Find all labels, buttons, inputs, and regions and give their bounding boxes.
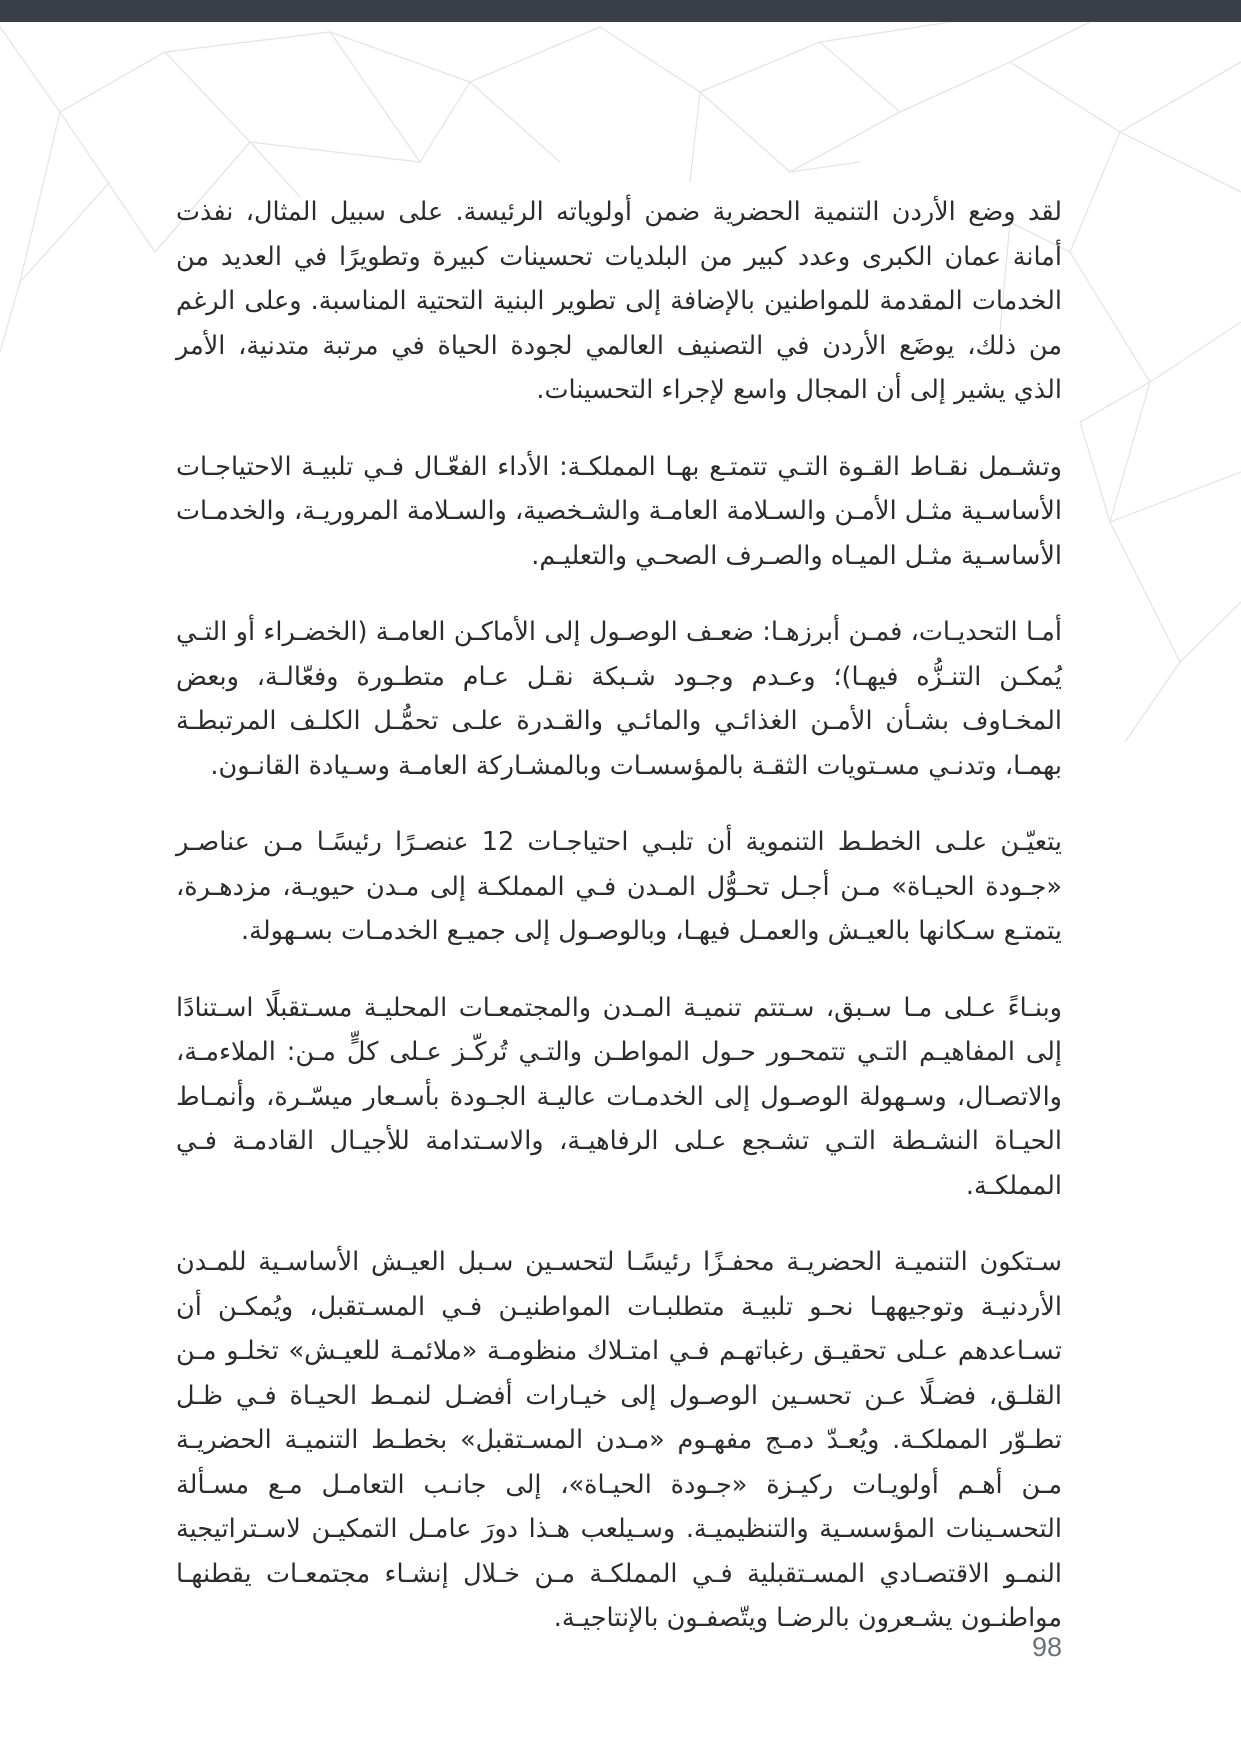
paragraph: سـتكون التنميـة الحضريـة محفـزًا رئيسًـا لتحسـين سـبل العيـش الأساسـية للمـدن الأردنيـة وتوجيههـا نحـو تلبيـة متطلبـات المواطنيـن فـي المسـتقبل، ويُمكـن أن تسـاعدهم عـلى تحقيـق رغباتهـم فـي امتـلاك منظومـة «ملائمـة للعيـش» تخلـو مـن القلـق، فضـلًا عـن تحسـين الوصـول إلى خيـارات أفضـل لنمـط الحيـاة فـي ظـل تطـوّر المملكـة. ويُعـدّ دمـج مفهـوم «مـدن المسـتقبل» بخطـط التنميـة الحضريـة مـن أهـم أولويـات ركيـزة «جـودة الحيـاة»، إلى جانـب التعامـل مـع مسـألة التحسـينات المؤسسـية والتنظيميـة. وسـيلعب هـذا دورَ عامـل التمكيـن لاسـتراتيجية النمـو الاقتصـادي المسـتقبلية فـي المملكـة مـن خـلال إنشـاء مجتمعـات يقطنهـا مواطنـون يشـعرون بالرضـا ويتّصفـون بالإنتاجيـة.	[176, 1247, 1062, 1633]
paragraph: أمـا التحديـات، فمـن أبرزهـا: ضعـف الوصـول إلى الأماكـن العامـة (الخضـراء أو التـي يُمكـن التنـزُّه فيهـا)؛ وعـدم وجـود شـبكة نقـل عـام متطـورة وفعّالـة، وبعض المخـاوف بشـأن الأمـن الغذائـي والمائـي والقـدرة علـى تحمُّـل الكلـف المرتبطـة بهمـا، وتدنـي مسـتويات الثقـة بالمؤسسـات وبالمشـاركة العامـة وسـيادة القانـون.	[176, 617, 1062, 781]
paragraph: وتشـمل نقـاط القـوة التـي تتمتـع بهـا المملكـة: الأداء الفعّـال فـي تلبيـة الاحتياجـات الأساسـية مثـل الأمـن والسـلامة العامـة والشـخصية، والسـلامة المروريـة، والخدمـات الأساسـية مثـل الميـاه والصـرف الصحـي والتعليـم.	[176, 451, 1062, 571]
paragraph: يتعيّـن علـى الخطـط التنموية أن تلبـي احتياجـات 12 عنصـرًا رئيسًـا مـن عناصـر «جـودة الحيـاة» مـن أجـل تحـوُّل المـدن فـي المملكـة إلى مـدن حيويـة، مزدهـرة، يتمتـع سـكانها بالعيـش والعمـل فيهـا، وبالوصـول إلى جميـع الخدمـات بسـهولة.	[176, 827, 1062, 946]
top-bar	[0, 0, 1241, 22]
paragraph: لقد وضع الأردن التنمية الحضرية ضمن أولوياته الرئيسة. على سبيل المثال، نفذت أمانة عمان الكبرى وعدد كبير من البلديات تحسينات كبيرة وتطويرًا في العديد من الخدمات المقدمة للمواطنين بالإضافة إلى تطوير البنية التحتية المناسبة. وعلى الرغم من ذلك، يوضَع الأردن في التصنيف العالمي لجودة الحياة في مرتبة متدنية، الأمر الذي يشير إلى أن المجال واسع لإجراء التحسينات.	[176, 197, 1062, 405]
page-number: 98	[1031, 1632, 1062, 1662]
paragraph: وبنـاءً عـلى مـا سـبق، سـتتم تنميـة المـدن والمجتمعـات المحليـة مسـتقبلًا اسـتنادًا إلى المفاهيـم التـي تتمحـور حـول المواطـن والتـي تُركّـز عـلى كلٍّ مـن: الملاءمـة، والاتصـال، وسـهولة الوصـول إلى الخدمـات عاليـة الجـودة بأسـعار ميسّـرة، وأنمـاط الحيـاة النشـطة التـي تشـجع عـلى الرفاهيـة، والاسـتدامة للأجيـال القادمـة فـي المملكـة.	[176, 992, 1062, 1201]
article-body	[176, 190, 1062, 1673]
